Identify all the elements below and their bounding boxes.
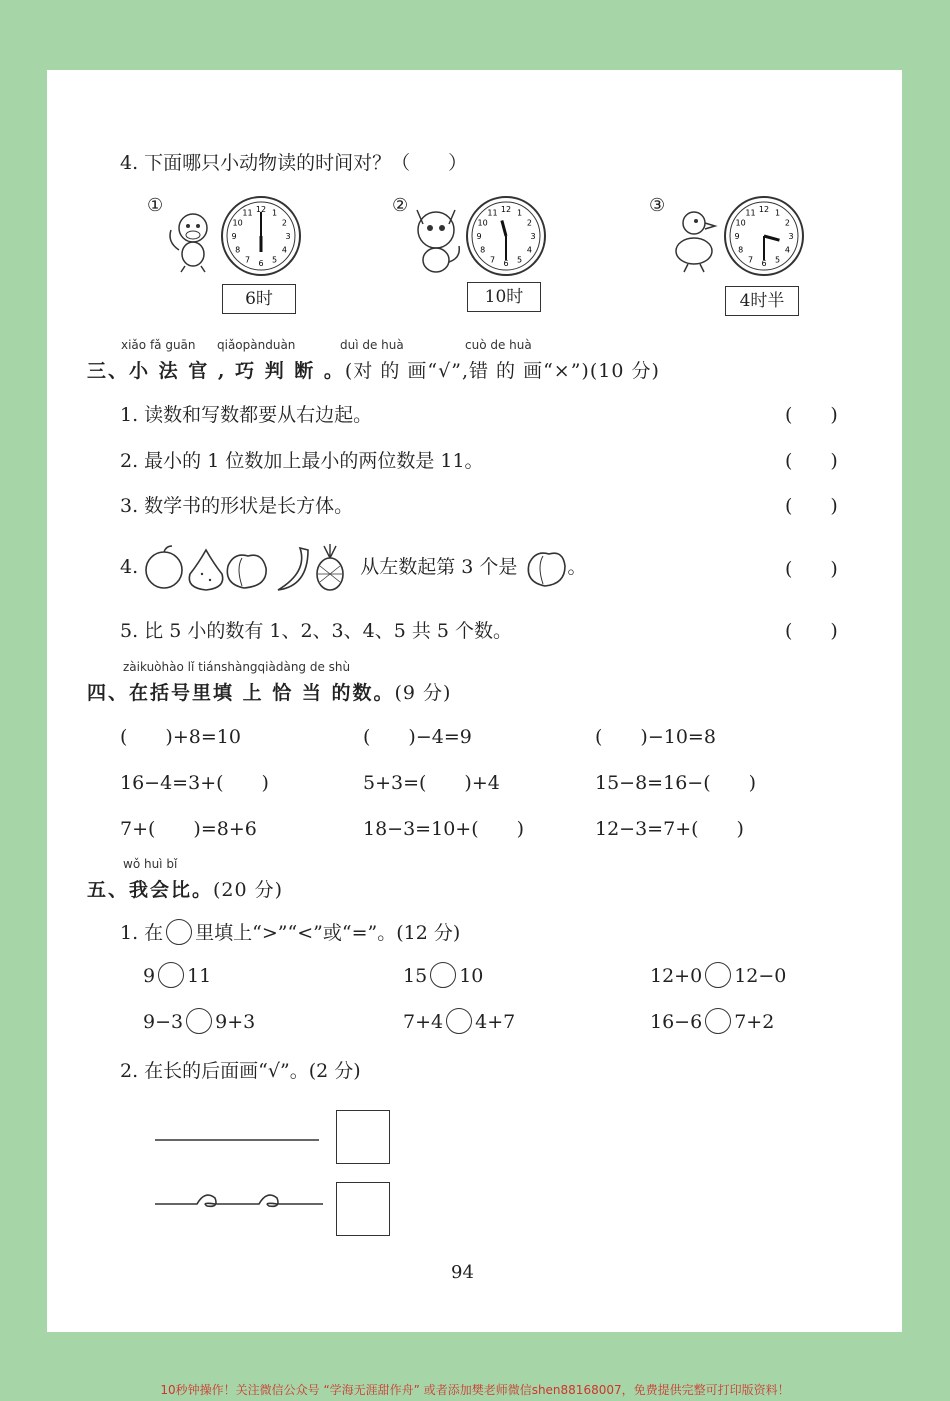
compare-circle[interactable] — [705, 1008, 731, 1034]
equation[interactable]: ( )−4=9 — [363, 726, 472, 748]
compare-circle[interactable] — [158, 962, 184, 988]
clock-numeral: 9 — [734, 232, 740, 241]
worksheet-page — [47, 70, 902, 1332]
time-label-3: 4时半 — [725, 286, 799, 316]
clock-numeral: 7 — [244, 255, 251, 265]
clock-numeral: 4 — [784, 245, 790, 255]
time-label-2: 10时 — [467, 282, 541, 312]
clock-3-icon — [722, 194, 806, 278]
section3-item-2: 2. 最小的 1 位数加上最小的两位数是 11。 — [120, 450, 484, 472]
clock-numeral: 11 — [242, 208, 253, 218]
comparison — [650, 1010, 774, 1036]
promo-footer: 10秒钟操作！关注微信公众号 “学海无涯甜作舟” 或者添加樊老师微信shen88168007，免费提供完整可打印版资料！ — [160, 1383, 790, 1397]
answer-box-2[interactable] — [336, 1182, 390, 1236]
clock-numeral: 2 — [784, 218, 790, 228]
compare-circle[interactable] — [705, 962, 731, 988]
cmp-left: 9 — [143, 965, 156, 987]
clock-numeral: 1 — [774, 208, 781, 218]
option-3-number: ③ — [649, 195, 666, 216]
section3-pinyin-3: duì de huà — [340, 338, 404, 352]
cat-icon — [409, 200, 469, 280]
page-number: 94 — [451, 1262, 474, 1283]
clock-numeral: 10 — [232, 218, 243, 228]
cmp-right: 10 — [459, 965, 484, 987]
pear-icon — [190, 550, 223, 590]
cmp-right: 9+3 — [215, 1011, 256, 1033]
clock-numeral: 1 — [271, 208, 278, 218]
clock-numeral: 8 — [738, 245, 744, 255]
section3-item-5: 5. 比 5 小的数有 1、2、3、4、5 共 5 个数。 — [120, 620, 513, 642]
clock-2-icon — [464, 194, 548, 278]
q4-text: 4. 下面哪只小动物读的时间对？（ ） — [120, 152, 468, 174]
clock-numeral: 11 — [745, 208, 756, 218]
cmp-left: 15 — [403, 965, 428, 987]
answer-paren-3[interactable]: ( ) — [785, 495, 838, 517]
answer-paren-5[interactable]: ( ) — [785, 620, 838, 642]
clock-numeral: 8 — [480, 245, 486, 255]
clock-numeral: 2 — [281, 218, 287, 228]
compare-circle[interactable] — [430, 962, 456, 988]
banana-icon — [278, 548, 308, 590]
clock-numeral: 5 — [516, 255, 523, 265]
fruit-row — [144, 544, 354, 592]
comparison — [650, 964, 786, 990]
section4-title: 四、在括号里填 上 恰 当 的数。 — [87, 682, 395, 704]
equation[interactable]: 7+( )=8+6 — [120, 818, 257, 840]
clock-numeral: 6 — [258, 259, 264, 268]
answer-box-1[interactable] — [336, 1110, 390, 1164]
clock-numeral: 8 — [235, 245, 241, 255]
clock-numeral: 3 — [285, 232, 291, 241]
clock-numeral: 5 — [271, 255, 278, 265]
clock-numeral: 3 — [788, 232, 794, 241]
clock-numeral: 6 — [503, 259, 509, 268]
q1-post: 里填上“>”“<”或“=”。(12 分) — [195, 922, 461, 944]
clock-numeral: 6 — [761, 259, 767, 268]
clock-numeral: 9 — [476, 232, 482, 241]
section3-pinyin-1: xiǎo fǎ guān — [121, 338, 196, 352]
section5-q2: 2. 在长的后面画“√”。(2 分) — [120, 1060, 361, 1082]
option-1-number: ① — [147, 195, 164, 216]
cmp-left: 7+4 — [403, 1011, 444, 1033]
comparison — [143, 964, 211, 990]
compare-circle[interactable] — [446, 1008, 472, 1034]
section5-heading — [87, 875, 283, 902]
circle-icon — [166, 919, 192, 945]
item-4-suffix: 。 — [567, 556, 587, 578]
equation[interactable]: ( )+8=10 — [120, 726, 241, 748]
section3-title: 三、小 法 官 , 巧 判 断 。 — [87, 360, 345, 382]
section3-subtitle: (对 的 画“√”,错 的 画“×”)(10 分) — [344, 360, 660, 382]
peach-icon — [228, 555, 267, 588]
answer-paren-4[interactable]: ( ) — [785, 558, 838, 580]
section3-heading — [87, 356, 660, 383]
peach-icon — [523, 546, 567, 590]
clock-numeral: 12 — [255, 205, 267, 214]
section5-pinyin: wǒ huì bǐ — [123, 857, 178, 871]
option-2-number: ② — [392, 195, 409, 216]
answer-paren-2[interactable]: ( ) — [785, 450, 838, 472]
clock-numeral: 12 — [758, 205, 770, 214]
section3-item-4 — [120, 542, 586, 592]
q1-pre: 1. 在 — [120, 922, 164, 944]
answer-paren-1[interactable]: ( ) — [785, 404, 838, 426]
apple-icon — [146, 546, 182, 588]
section3-pinyin-4: cuò de huà — [465, 338, 532, 352]
cmp-left: 12+0 — [650, 965, 703, 987]
clock-numeral: 7 — [747, 255, 754, 265]
section3-pinyin-2: qiǎopànduàn — [217, 338, 296, 352]
clock-numeral: 9 — [231, 232, 237, 241]
item-4-number: 4. — [120, 556, 139, 578]
compare-circle[interactable] — [186, 1008, 212, 1034]
clock-numeral: 10 — [735, 218, 746, 228]
equation[interactable]: 16−4=3+( ) — [120, 772, 269, 794]
pineapple-icon — [317, 544, 343, 590]
equation[interactable]: 18−3=10+( ) — [363, 818, 525, 840]
clock-numeral: 12 — [500, 205, 512, 214]
item-4-text: 从左数起第 3 个是 — [360, 556, 518, 578]
comparison — [403, 964, 483, 990]
section3-item-1: 1. 读数和写数都要从右边起。 — [120, 404, 373, 426]
equation[interactable]: 5+3=( )+4 — [363, 772, 500, 794]
clock-numeral: 2 — [526, 218, 532, 228]
clock-numeral: 3 — [530, 232, 536, 241]
clock-numeral: 7 — [489, 255, 496, 265]
cmp-left: 16−6 — [650, 1011, 703, 1033]
section4-pinyin: zàikuòhào lǐ tiánshàngqiàdàng de shù — [123, 660, 351, 674]
comparison — [403, 1010, 515, 1036]
section4-heading — [87, 678, 451, 705]
cmp-right: 7+2 — [734, 1011, 775, 1033]
clock-numeral: 5 — [774, 255, 781, 265]
curly-line — [155, 1195, 323, 1206]
equation[interactable]: ( )−10=8 — [595, 726, 716, 748]
section5-subtitle: (20 分) — [213, 879, 284, 901]
clock-numeral: 11 — [487, 208, 498, 218]
time-label-1: 6时 — [222, 284, 296, 314]
clock-numeral: 10 — [477, 218, 488, 228]
section4-subtitle: (9 分) — [394, 682, 452, 704]
cmp-right: 11 — [187, 965, 212, 987]
clock-1-icon — [219, 194, 303, 278]
section5-q1 — [120, 918, 460, 947]
comparison — [143, 1010, 255, 1036]
clock-numeral: 4 — [526, 245, 532, 255]
clock-numeral: 1 — [516, 208, 523, 218]
cmp-left: 9−3 — [143, 1011, 184, 1033]
section5-title: 五、我会比。 — [87, 879, 214, 901]
section3-item-3: 3. 数学书的形状是长方体。 — [120, 495, 354, 517]
clock-numeral: 4 — [281, 245, 287, 255]
equation[interactable]: 15−8=16−( ) — [595, 772, 757, 794]
cmp-right: 12−0 — [734, 965, 787, 987]
equation[interactable]: 12−3=7+( ) — [595, 818, 744, 840]
cmp-right: 4+7 — [475, 1011, 516, 1033]
